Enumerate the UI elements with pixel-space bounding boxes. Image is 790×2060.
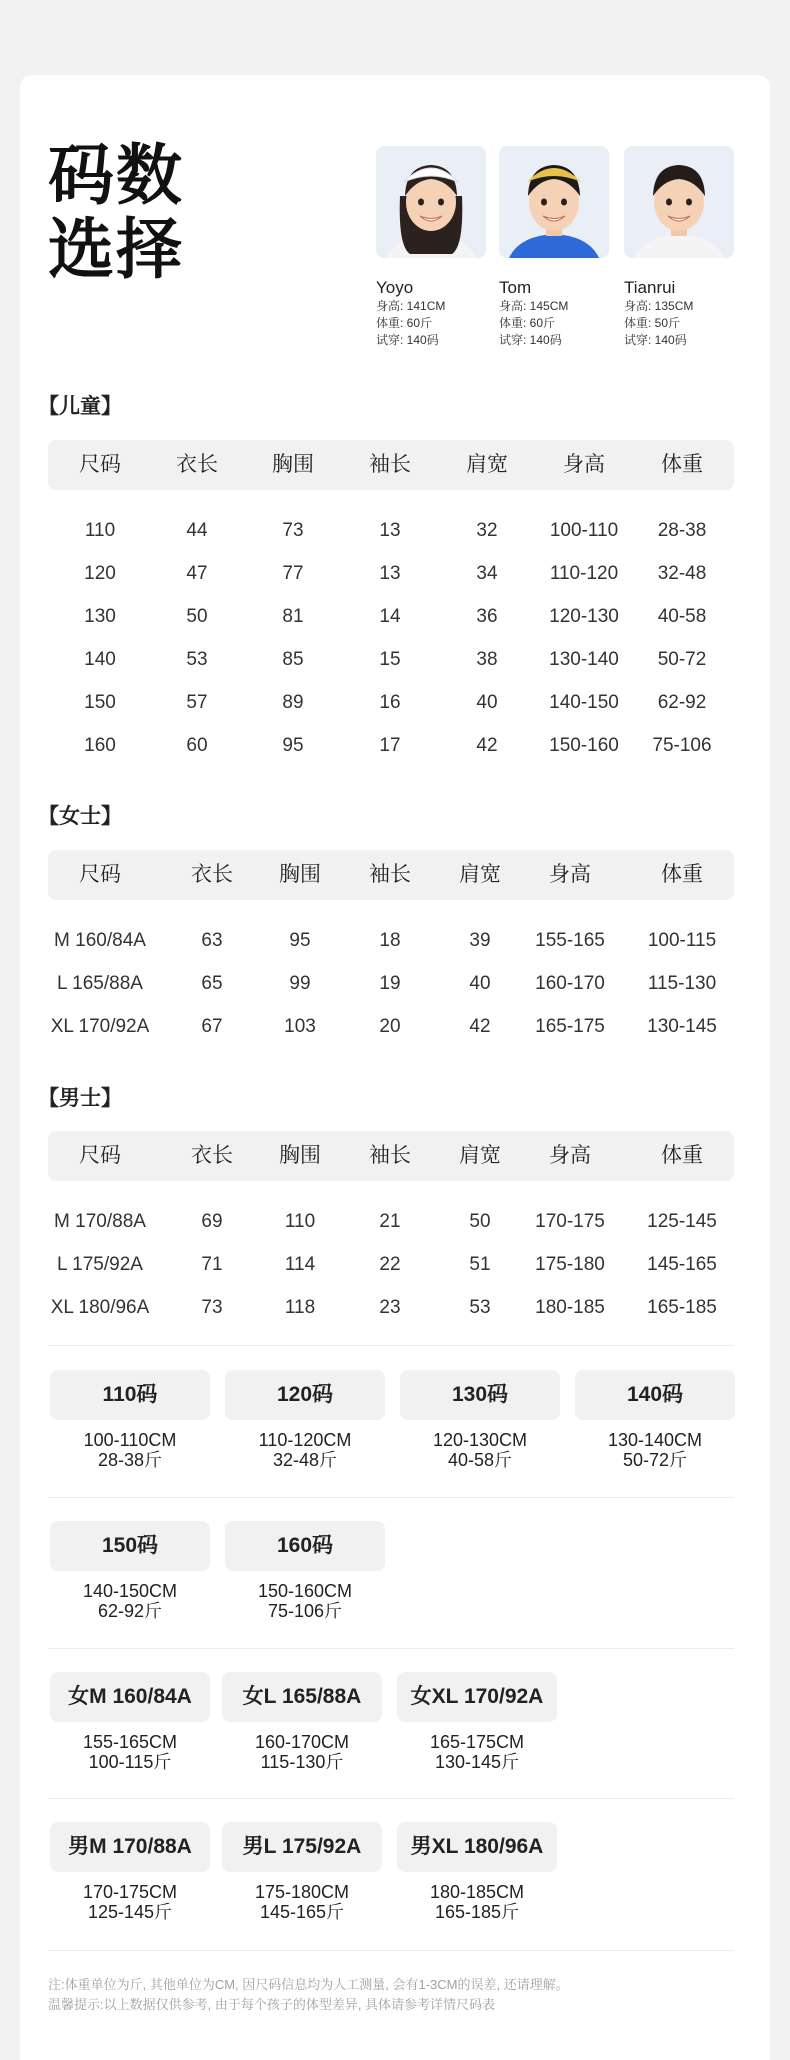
table-cell: 50	[469, 1211, 491, 1232]
table-cell: 81	[282, 606, 304, 627]
size-chip[interactable]: 130码	[400, 1370, 560, 1420]
column-header: 衣长	[191, 1144, 233, 1167]
column-header: 胸围	[279, 863, 321, 886]
table-cell: 145-165	[647, 1254, 717, 1275]
table-cell: 120	[84, 563, 116, 584]
table-cell: 15	[379, 649, 401, 670]
table-cell: 100-110	[549, 520, 619, 541]
model-photo	[624, 146, 734, 258]
divider	[48, 1798, 734, 1799]
size-chip-weight: 32-48斤	[272, 1450, 338, 1470]
table-row	[48, 963, 734, 1005]
table-cell: 39	[469, 930, 491, 951]
table-cell: 13	[379, 563, 401, 584]
size-chip-block	[222, 1822, 382, 1922]
table-cell: 23	[379, 1297, 401, 1318]
table-row	[48, 510, 734, 552]
column-header: 身高	[563, 453, 605, 476]
size-chip-block	[400, 1370, 560, 1470]
column-header: 体重	[661, 1144, 703, 1167]
table-cell: 19	[379, 973, 401, 994]
note-tip: 温馨提示:以上数据仅供参考, 由于每个孩子的体型差异, 具体请参考详情尺码表	[48, 1997, 496, 2012]
model-portrait	[624, 146, 734, 258]
table-cell: 140-150	[549, 692, 619, 713]
size-chip-block	[50, 1521, 210, 1621]
divider	[48, 1497, 734, 1498]
model-name: Tom	[499, 278, 532, 297]
size-chip-height: 120-130CM	[432, 1430, 528, 1450]
size-chip[interactable]: 女L 165/88A	[222, 1672, 382, 1722]
table-cell: 71	[201, 1254, 223, 1275]
column-header: 肩宽	[459, 863, 501, 886]
model-card	[376, 146, 486, 349]
table-cell: 65	[201, 973, 223, 994]
table-row	[48, 1201, 734, 1243]
size-chip-info	[397, 1882, 557, 1922]
title-line-1: 码数	[48, 138, 184, 212]
table-cell: 110	[84, 520, 116, 541]
men-table-header	[48, 1131, 734, 1181]
table-cell: 99	[289, 973, 311, 994]
size-chip-info	[222, 1882, 382, 1922]
table-cell: M 160/84A	[54, 930, 146, 951]
table-cell: 50	[186, 606, 208, 627]
table-cell: 17	[379, 735, 401, 756]
table-cell: 20	[379, 1016, 401, 1037]
table-cell: 77	[282, 563, 304, 584]
size-chip[interactable]: 女M 160/84A	[50, 1672, 210, 1722]
table-cell: 40	[469, 973, 491, 994]
divider	[48, 1950, 734, 1951]
size-chip-height: 150-160CM	[257, 1581, 353, 1601]
table-cell: 36	[476, 606, 498, 627]
size-chip[interactable]: 男XL 180/96A	[397, 1822, 557, 1872]
table-cell: 16	[379, 692, 401, 713]
table-row	[48, 596, 734, 638]
size-chip-weight: 50-72斤	[622, 1450, 688, 1470]
column-header: 衣长	[176, 453, 218, 476]
model-weight: 体重: 60斤	[499, 316, 556, 330]
size-chip-block	[50, 1370, 210, 1470]
column-header: 袖长	[369, 863, 411, 886]
size-chip[interactable]: 男M 170/88A	[50, 1822, 210, 1872]
table-cell: 69	[201, 1211, 223, 1232]
table-cell: 13	[379, 520, 401, 541]
size-chip-block	[50, 1672, 210, 1772]
table-cell: 38	[476, 649, 498, 670]
column-header: 袖长	[369, 1144, 411, 1167]
column-header: 体重	[661, 863, 703, 886]
size-chip-weight: 130-145斤	[434, 1752, 520, 1772]
model-card	[499, 146, 609, 349]
table-cell: 118	[284, 1297, 316, 1318]
size-chip-block	[397, 1672, 557, 1772]
table-cell: 32	[476, 520, 498, 541]
table-cell: 155-165	[535, 930, 605, 951]
size-chip-info	[222, 1732, 382, 1772]
table-cell: 51	[469, 1254, 491, 1275]
model-height: 身高: 141CM	[376, 299, 446, 313]
table-cell: 73	[201, 1297, 223, 1318]
column-header: 袖长	[369, 453, 411, 476]
column-header: 胸围	[279, 1144, 321, 1167]
model-card	[624, 146, 734, 349]
notes	[48, 1975, 748, 2015]
size-chip[interactable]: 120码	[225, 1370, 385, 1420]
table-cell: 34	[476, 563, 498, 584]
column-header: 尺码	[79, 453, 121, 476]
table-cell: 40	[476, 692, 498, 713]
table-cell: 110	[284, 1211, 316, 1232]
table-cell: 63	[201, 930, 223, 951]
size-chip-info	[575, 1430, 735, 1470]
size-chip-height: 170-175CM	[82, 1882, 178, 1902]
table-cell: M 170/88A	[54, 1211, 146, 1232]
column-header: 身高	[549, 1144, 591, 1167]
size-chip-height: 160-170CM	[254, 1732, 350, 1752]
table-cell: 180-185	[535, 1297, 605, 1318]
size-chip-weight: 40-58斤	[447, 1450, 513, 1470]
size-chip-info	[50, 1732, 210, 1772]
model-size: 试穿: 140码	[499, 333, 562, 347]
size-chip-block	[222, 1672, 382, 1772]
size-chip-weight: 165-185斤	[434, 1902, 520, 1922]
table-cell: 21	[379, 1211, 401, 1232]
size-chip-info	[225, 1430, 385, 1470]
table-row	[48, 920, 734, 962]
column-header: 尺码	[79, 1144, 121, 1167]
table-cell: 110-120	[549, 563, 619, 584]
size-chip-height: 110-120CM	[258, 1430, 352, 1450]
column-header: 尺码	[79, 863, 121, 886]
table-cell: 60	[186, 735, 208, 756]
women-table-header	[48, 850, 734, 900]
size-chip-block	[397, 1822, 557, 1922]
table-cell: 100-115	[647, 930, 717, 951]
column-header: 肩宽	[459, 1144, 501, 1167]
table-cell: 165-185	[647, 1297, 717, 1318]
page-title	[48, 138, 184, 286]
table-cell: XL 180/96A	[50, 1297, 150, 1318]
size-chip-block	[225, 1370, 385, 1470]
divider	[48, 1345, 734, 1346]
table-cell: 18	[379, 930, 401, 951]
size-chip-info	[400, 1430, 560, 1470]
table-cell: 150	[84, 692, 116, 713]
table-cell: 170-175	[535, 1211, 605, 1232]
size-chip-info	[50, 1882, 210, 1922]
table-cell: 115-130	[647, 973, 717, 994]
size-chip-weight: 100-115斤	[88, 1752, 172, 1772]
size-chip-block	[575, 1370, 735, 1470]
table-cell: 95	[282, 735, 304, 756]
size-chip[interactable]: 140码	[575, 1370, 735, 1420]
size-chip-block	[225, 1521, 385, 1621]
table-cell: 95	[289, 930, 311, 951]
column-header: 肩宽	[466, 453, 508, 476]
table-cell: 103	[284, 1016, 316, 1037]
size-chip[interactable]: 男L 175/92A	[222, 1822, 382, 1872]
model-height: 身高: 135CM	[624, 299, 694, 313]
table-cell: 160	[84, 735, 116, 756]
column-header: 体重	[661, 453, 703, 476]
size-chip-height: 100-110CM	[83, 1430, 177, 1450]
table-cell: 53	[469, 1297, 491, 1318]
table-cell: 42	[469, 1016, 491, 1037]
table-cell: 53	[186, 649, 208, 670]
model-height: 身高: 145CM	[499, 299, 569, 313]
table-cell: 28-38	[657, 520, 707, 541]
size-chip-info	[50, 1581, 210, 1621]
table-cell: 114	[284, 1254, 316, 1275]
model-photo	[376, 146, 486, 258]
kids-table-header	[48, 440, 734, 490]
size-chip[interactable]: 150码	[50, 1521, 210, 1571]
size-chip[interactable]: 160码	[225, 1521, 385, 1571]
size-chip-weight: 28-38斤	[97, 1450, 163, 1470]
model-portrait	[376, 146, 486, 258]
table-cell: XL 170/92A	[50, 1016, 150, 1037]
table-cell: 44	[186, 520, 208, 541]
table-row	[48, 725, 734, 767]
table-cell: 130-145	[647, 1016, 717, 1037]
size-chip-height: 175-180CM	[254, 1882, 350, 1902]
column-header: 胸围	[272, 453, 314, 476]
table-cell: 85	[282, 649, 304, 670]
size-chip-weight: 75-106斤	[267, 1601, 343, 1621]
table-row	[48, 682, 734, 724]
size-chip-weight: 145-165斤	[259, 1902, 345, 1922]
men-section-title: 【男士】	[38, 1087, 122, 1110]
table-cell: 73	[282, 520, 304, 541]
table-cell: 75-106	[652, 735, 712, 756]
size-chip-weight: 115-130斤	[260, 1752, 344, 1772]
women-section-title: 【女士】	[38, 805, 122, 828]
table-row	[48, 639, 734, 681]
size-chip[interactable]: 女XL 170/92A	[397, 1672, 557, 1722]
kids-section-title: 【儿童】	[38, 395, 122, 418]
table-cell: 22	[379, 1254, 401, 1275]
size-chip-info	[397, 1732, 557, 1772]
size-chip-height: 165-175CM	[429, 1732, 525, 1752]
table-cell: 67	[201, 1016, 223, 1037]
table-cell: 62-92	[657, 692, 707, 713]
table-row	[48, 1244, 734, 1286]
model-references	[376, 146, 736, 356]
table-row	[48, 1287, 734, 1329]
model-size: 试穿: 140码	[376, 333, 439, 347]
table-cell: 160-170	[535, 973, 605, 994]
size-chip-weight: 125-145斤	[87, 1902, 173, 1922]
table-cell: 89	[282, 692, 304, 713]
table-cell: 14	[379, 606, 401, 627]
table-cell: 130	[84, 606, 116, 627]
model-weight: 体重: 60斤	[376, 316, 433, 330]
size-chip-info	[50, 1430, 210, 1470]
table-cell: 57	[186, 692, 208, 713]
column-header: 身高	[549, 863, 591, 886]
table-row	[48, 553, 734, 595]
model-name: Tianrui	[624, 278, 676, 297]
table-cell: 165-175	[535, 1016, 605, 1037]
divider	[48, 1648, 734, 1649]
table-cell: 42	[476, 735, 498, 756]
table-cell: 125-145	[647, 1211, 717, 1232]
column-header: 衣长	[191, 863, 233, 886]
table-cell: 130-140	[549, 649, 619, 670]
table-cell: 150-160	[549, 735, 619, 756]
model-size: 试穿: 140码	[624, 333, 687, 347]
model-weight: 体重: 50斤	[624, 316, 681, 330]
table-cell: 47	[186, 563, 208, 584]
note-unit: 注:体重单位为斤, 其他单位为CM, 因尺码信息均为人工测量, 会有1-3CM的误差, 还请理解。	[48, 1977, 569, 1992]
size-chip-weight: 62-92斤	[97, 1601, 163, 1621]
table-cell: 50-72	[657, 649, 707, 670]
size-chip-height: 155-165CM	[82, 1732, 178, 1752]
size-chip-height: 130-140CM	[607, 1430, 703, 1450]
table-row	[48, 1006, 734, 1048]
table-cell: 140	[84, 649, 116, 670]
size-chip-height: 140-150CM	[82, 1581, 178, 1601]
table-cell: 40-58	[657, 606, 707, 627]
model-name: Yoyo	[376, 278, 414, 297]
model-photo	[499, 146, 609, 258]
table-cell: L 175/92A	[57, 1254, 143, 1275]
model-portrait	[499, 146, 609, 258]
table-cell: 120-130	[549, 606, 619, 627]
title-line-2: 选择	[48, 212, 184, 286]
table-cell: 32-48	[657, 563, 707, 584]
size-chip-info	[225, 1581, 385, 1621]
table-cell: L 165/88A	[57, 973, 143, 994]
size-chip-height: 180-185CM	[429, 1882, 525, 1902]
table-cell: 175-180	[535, 1254, 605, 1275]
size-chip[interactable]: 110码	[50, 1370, 210, 1420]
size-chip-block	[50, 1822, 210, 1922]
